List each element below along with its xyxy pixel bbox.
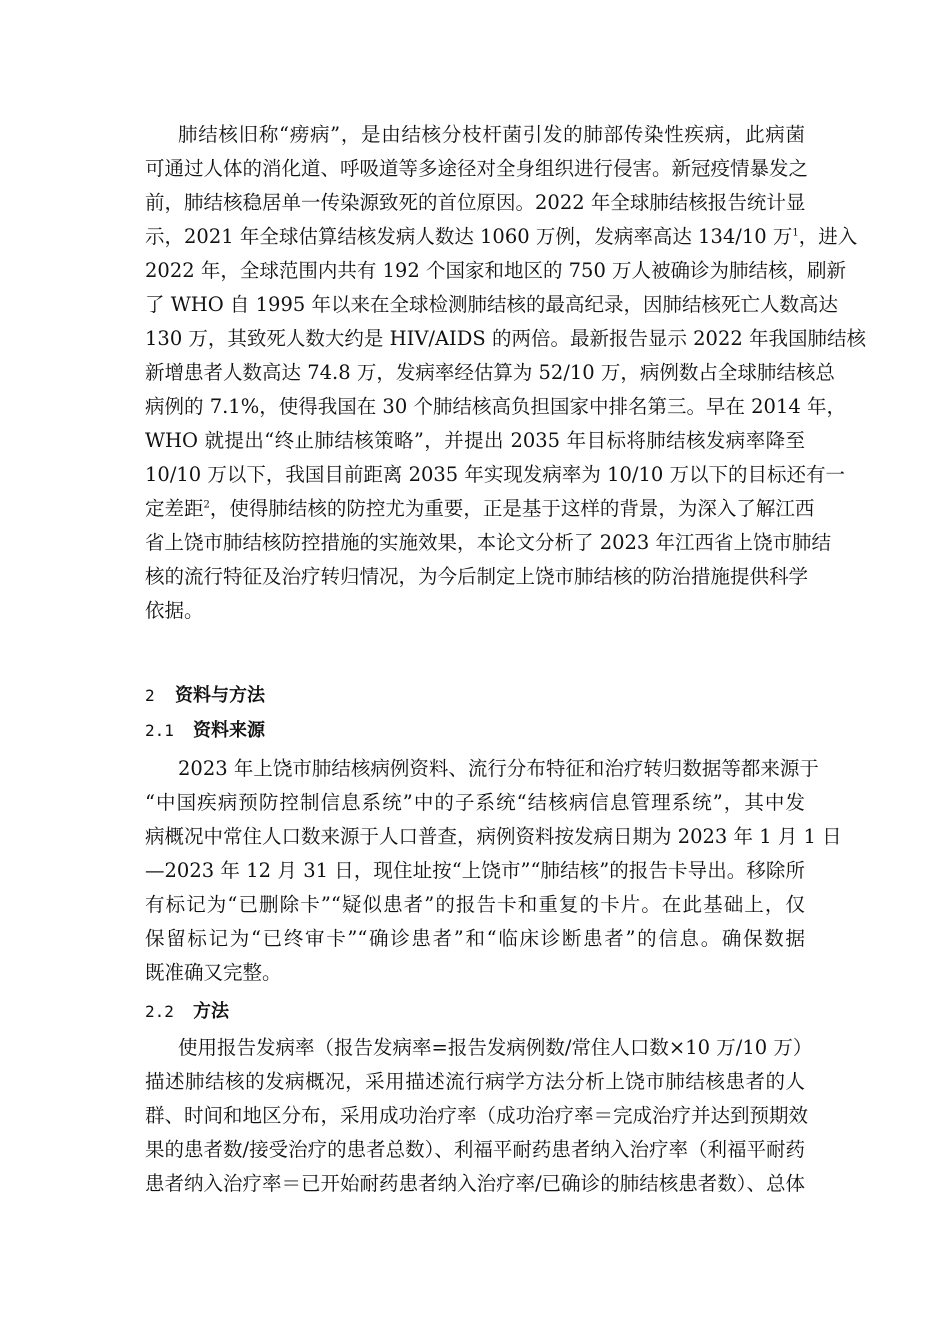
paragraph-line: 描述肺结核的发病概况，采用描述流行病学方法分析上饶市肺结核患者的人 [145,1070,805,1093]
paragraph-line: 新增患者人数高达 74.8 万，发病率经估算为 52/10 万，病例数占全球肺结核总 [145,361,835,384]
paragraph-line: 使用报告发病率（报告发病率=报告发病例数/常住人口数×10 万/10 万） [178,1036,813,1059]
paragraph-line: 130 万，其致死人数大约是 HIV/AIDS 的两倍。最新报告显示 2022 年我国肺结核 [145,327,866,350]
section-number: 2.1 [145,721,174,740]
section-number: 2.2 [145,1002,174,1021]
paragraph-line: 省上饶市肺结核防控措施的实施效果，本论文分析了 2023 年江西省上饶市肺结 [145,531,832,554]
citation-marker: 2 [203,499,210,511]
paragraph-line: 2022 年，全球范围内共有 192 个国家和地区的 750 万人被确诊为肺结核，刷新 [145,259,847,282]
citation-marker: 1 [792,227,799,239]
section-title: 资料来源 [193,720,265,741]
paragraph-line: 核的流行特征及治疗转归情况，为今后制定上饶市肺结核的防治措施提供科学 [145,565,809,588]
paragraph-line: 前，肺结核稳居单一传染源致死的首位原因。2022 年全球肺结核报告统计显 [145,191,806,214]
paragraph-line: 有标记为“已删除卡”“疑似患者”的报告卡和重复的卡片。在此基础上，仅 [145,893,805,916]
paragraph-line: 示，2021 年全球估算结核发病人数达 1060 万例，发病率高达 134/10 万$^1$，进入 [145,225,858,248]
paragraph-line: 病概况中常住人口数来源于人口普查，病例资料按发病日期为 2023 年 1 月 1 日 [145,825,842,848]
paragraph-line: 肺结核旧称“痨病”，是由结核分枝杆菌引发的肺部传染性疾病，此病菌 [178,123,805,146]
section-title: 方法 [193,1001,229,1022]
paragraph-line: 依据。 [145,599,204,622]
paragraph-line: —2023 年 12 月 31 日，现住址按“上饶市”“肺结核”的报告卡导出。移除所 [145,859,805,882]
paragraph-line: “中国疾病预防控制信息系统”中的子系统“结核病信息管理系统”，其中发 [145,791,805,814]
paragraph-line: 可通过人体的消化道、呼吸道等多途径对全身组织进行侵害。新冠疫情暴发之 [145,157,809,180]
section-number: 2 [145,686,155,705]
paragraph-line: 定差距$^2$，使得肺结核的防控尤为重要，正是基于这样的背景，为深入了解江西 [145,497,815,520]
paragraph-line: 患者纳入治疗率＝已开始耐药患者纳入治疗率/已确诊的肺结核患者数）、总体 [145,1172,805,1195]
paragraph-line: 了 WHO 自 1995 年以来在全球检测肺结核的最高纪录，因肺结核死亡人数高达 [145,293,838,316]
paragraph-line: 果的患者数/接受治疗的患者总数）、利福平耐药患者纳入治疗率（利福平耐药 [145,1138,805,1161]
paragraph-line: 病例的 7.1%，使得我国在 30 个肺结核高负担国家中排名第三。早在 2014 年， [145,395,846,418]
section-heading [145,681,265,711]
paragraph-line: 群、时间和地区分布，采用成功治疗率（成功治疗率＝完成治疗并达到预期效 [145,1104,809,1127]
paragraph-line: 既准确又完整。 [145,961,282,984]
paragraph-line: WHO 就提出“终止肺结核策略”，并提出 2035 年目标将肺结核发病率降至 [145,429,805,452]
subsection-heading [145,716,265,746]
paragraph-line: 保留标记为“已终审卡”“确诊患者”和“临床诊断患者”的信息。确保数据 [145,927,805,950]
paragraph-line: 2023 年上饶市肺结核病例资料、流行分布特征和治疗转归数据等都来源于 [178,757,819,780]
section-title: 资料与方法 [175,685,265,706]
subsection-heading [145,997,229,1027]
paragraph-line: 10/10 万以下，我国目前距离 2035 年实现发病率为 10/10 万以下的目标还有一 [145,463,846,486]
